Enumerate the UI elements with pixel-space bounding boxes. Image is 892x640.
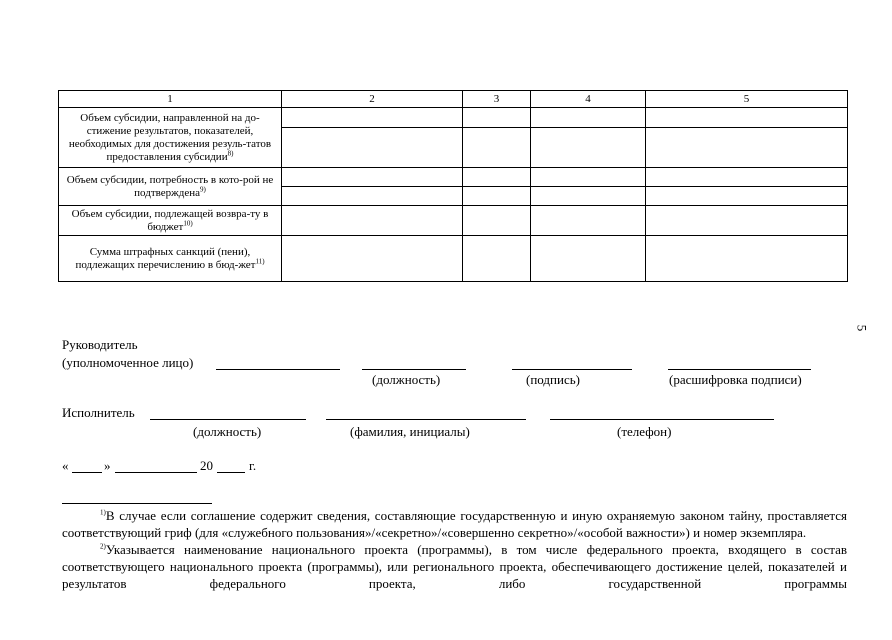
table-cell [463, 206, 531, 236]
row-label: Объем субсидии, подлежащей возвра-ту в бюджет$^{10)}$ [59, 206, 282, 236]
table-cell [531, 168, 646, 187]
table-cell [646, 187, 848, 206]
table-row [59, 168, 848, 187]
table-cell [463, 236, 531, 282]
executor-phone-caption: (телефон) [617, 424, 672, 439]
table-row [59, 108, 848, 128]
date-close-quote: » [104, 458, 111, 473]
decoding-caption: (расшифровка подписи) [669, 372, 802, 387]
table-cell [531, 128, 646, 168]
row-label: Объем субсидии, направленной на до-стижение результатов, показателей, необходимых для достижения резуль-татов предоставления субсидии$^{8)}$ [59, 108, 282, 168]
executor-position-caption: (должность) [193, 424, 262, 439]
column-header: 1 [59, 91, 282, 108]
page-number: 5 [854, 324, 870, 332]
footnote-2: $^{2)}$Указывается наименование национального проекта (программы), в том числе федерального проекта, входящего в состав соответствующего национального проекта (программы), или регионального проекта, обеспечивающего достижение целей, показателей и результатов федерального проекта, либо государственной программы [62, 542, 847, 591]
table-cell [282, 168, 463, 187]
table-cell [282, 128, 463, 168]
report-table [58, 90, 848, 282]
footnote-ref: 8) [227, 148, 234, 157]
decoding-line [668, 369, 811, 370]
table-cell [282, 187, 463, 206]
footnote-separator [62, 503, 212, 504]
table-row [59, 206, 848, 236]
table-cell [282, 108, 463, 128]
table-cell [531, 206, 646, 236]
table-cell [463, 108, 531, 128]
date-open-quote: « [62, 458, 69, 473]
table-cell [282, 206, 463, 236]
head-label: Руководитель [62, 337, 138, 352]
table-cell [463, 187, 531, 206]
signature-line [512, 369, 632, 370]
date-year-line [217, 472, 245, 473]
executor-name-caption: (фамилия, инициалы) [350, 424, 470, 439]
executor-phone-line [550, 419, 774, 420]
position-caption: (должность) [372, 372, 441, 387]
footnote-ref: 11) [255, 256, 265, 265]
footnote-1: $^{1)}$В случае если соглашение содержит сведения, составляющие государственную и иную охраняемую законом тайну, проставляется соответствующий гриф (для «служебного пользования»/«секретно»/«совершенно секретно»/«особой важности») и номер экземпляра. [62, 508, 847, 540]
date-year-prefix: 20 [200, 458, 213, 473]
table-header-row [59, 91, 848, 108]
table-cell [646, 108, 848, 128]
column-header: 2 [282, 91, 463, 108]
table-cell [282, 236, 463, 282]
column-header: 5 [646, 91, 848, 108]
column-header: 4 [531, 91, 646, 108]
table-cell [463, 168, 531, 187]
footnotes [62, 507, 847, 592]
table-cell [646, 168, 848, 187]
executor-name-line [326, 419, 526, 420]
date-suffix: г. [249, 458, 257, 473]
table-cell [531, 108, 646, 128]
date-day-line [72, 472, 102, 473]
table-row [59, 236, 848, 282]
footnote-ref: 9) [200, 184, 206, 193]
footnote-ref: 10) [183, 218, 193, 227]
head-blank-line [216, 369, 340, 370]
column-header: 3 [463, 91, 531, 108]
table-cell [531, 187, 646, 206]
row-label: Сумма штрафных санкций (пени), подлежащих перечислению в бюд-жет$^{11)}$ [59, 236, 282, 282]
executor-position-line [150, 419, 306, 420]
table-cell [646, 206, 848, 236]
executor-label: Исполнитель [62, 405, 135, 420]
table-cell [463, 128, 531, 168]
table-cell [531, 236, 646, 282]
signature-caption: (подпись) [526, 372, 580, 387]
table-cell [646, 128, 848, 168]
position-line [362, 369, 466, 370]
table-cell [646, 236, 848, 282]
date-month-line [115, 472, 197, 473]
authorized-person-label: (уполномоченное лицо) [62, 355, 194, 370]
row-label: Объем субсидии, потребность в кото-рой не подтверждена$^{9)}$ [59, 168, 282, 206]
